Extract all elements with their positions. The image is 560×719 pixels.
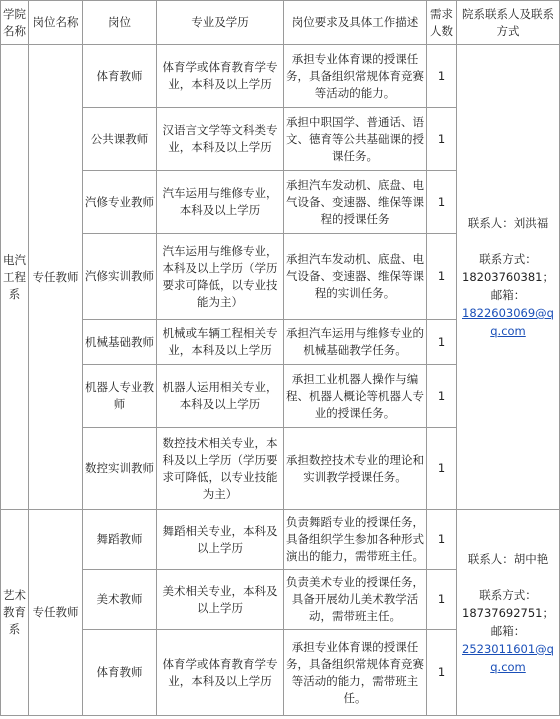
- duty-cell: 负责美术专业的授课任务，具备开展幼儿美术教学活动，需带班主任。: [284, 570, 427, 630]
- contact-person: 联系人：刘洪福: [467, 216, 549, 230]
- major-cell: 机械或车辆工程相关专业，本科及以上学历: [157, 320, 284, 365]
- major-cell: 舞蹈相关专业，本科及以上学历: [157, 510, 284, 570]
- duty-cell: 承担专业体育课的授课任务，具备组织常规体育竞赛等活动的能力，需带班主任。: [284, 630, 427, 716]
- major-cell: 汽车运用与维修专业，本科及以上学历（学历要求可降低，以专业技能为主）: [157, 234, 284, 320]
- header-row: [1, 1, 560, 45]
- duty-cell: 承担专业体育课的授课任务，具备组织常规体育竞赛等活动的能力。: [284, 45, 427, 108]
- contact-email-link[interactable]: 2523011601@qq.com: [462, 641, 554, 674]
- count-cell: 1: [427, 234, 457, 320]
- duty-cell: 承担汽车发动机、底盘、电气设备、变速器、维保等课程的授课任务: [284, 171, 427, 234]
- major-cell: 体育学或体育教育学专业，本科及以上学历: [157, 630, 284, 716]
- post-name-cell: 专任教师: [29, 510, 83, 716]
- contact-person: 联系人：胡中艳: [467, 551, 549, 566]
- count-cell: 1: [427, 365, 457, 428]
- header-duty: 岗位要求及具体工作描述: [284, 1, 427, 45]
- contact-email-link[interactable]: 1822603069@qq.com: [462, 306, 554, 338]
- post-cell: 体育教师: [83, 45, 157, 108]
- duty-cell: 承担汽车发动机、底盘、电气设备、变速器、维保等课程的实训任务。: [284, 234, 427, 320]
- header-major: 专业及学历: [157, 1, 284, 45]
- college-cell: 电汽工程系: [1, 45, 29, 510]
- contact-phone: 18203760381；: [462, 270, 554, 284]
- header-contact: 院系联系人及联系方式: [457, 1, 560, 45]
- major-cell: 美术相关专业，本科及以上学历: [157, 570, 284, 630]
- contact-email-label: 邮箱：: [490, 288, 526, 302]
- post-cell: 汽修专业教师: [83, 171, 157, 234]
- post-cell: 美术教师: [83, 570, 157, 630]
- table-row: [1, 45, 560, 108]
- post-cell: 汽修实训教师: [83, 234, 157, 320]
- count-cell: 1: [427, 171, 457, 234]
- post-cell: 舞蹈教师: [83, 510, 157, 570]
- duty-cell: 承担数控技术专业的理论和实训教学授课任务。: [284, 428, 427, 510]
- count-cell: 1: [427, 510, 457, 570]
- contact-cell: [457, 510, 560, 716]
- duty-cell: 承担中职国学、普通话、语文、德育等公共基础课的授课任务。: [284, 108, 427, 171]
- count-cell: 1: [427, 630, 457, 716]
- duty-cell: 承担汽车运用与维修专业的机械基础教学任务。: [284, 320, 427, 365]
- count-cell: 1: [427, 45, 457, 108]
- count-cell: 1: [427, 108, 457, 171]
- post-cell: 机器人专业教师: [83, 365, 157, 428]
- major-cell: 数控技术相关专业，本科及以上学历（学历要求可降低，以专业技能为主）: [157, 428, 284, 510]
- contact-cell: [457, 45, 560, 510]
- header-post: 岗位: [83, 1, 157, 45]
- major-cell: 机器人运用相关专业，本科及以上学历: [157, 365, 284, 428]
- count-cell: 1: [427, 570, 457, 630]
- header-post-name: 岗位名称: [29, 1, 83, 45]
- contact-phone-label: 联系方式：: [479, 252, 537, 266]
- post-cell: 公共课教师: [83, 108, 157, 171]
- count-cell: 1: [427, 428, 457, 510]
- major-cell: 汽车运用与维修专业，本科及以上学历: [157, 171, 284, 234]
- count-cell: 1: [427, 320, 457, 365]
- contact-phone: 18737692751；: [462, 605, 554, 620]
- post-name-cell: 专任教师: [29, 45, 83, 510]
- table-row: [1, 510, 560, 570]
- post-cell: 数控实训教师: [83, 428, 157, 510]
- duty-cell: 负责舞蹈专业的授课任务，具备组织学生参加各种形式演出的能力，需带班主任。: [284, 510, 427, 570]
- major-cell: 体育学或体育教育学专业，本科及以上学历: [157, 45, 284, 108]
- college-cell: 艺术教育系: [1, 510, 29, 716]
- major-cell: 汉语言文学等文科类专业，本科及以上学历: [157, 108, 284, 171]
- contact-phone-label: 联系方式：: [479, 587, 537, 602]
- header-college: 学院名称: [1, 1, 29, 45]
- post-cell: 机械基础教师: [83, 320, 157, 365]
- duty-cell: 承担工业机器人操作与编程、机器人概论等机器人专业的授课任务。: [284, 365, 427, 428]
- post-cell: 体育教师: [83, 630, 157, 716]
- header-count: 需求人数: [427, 1, 457, 45]
- contact-email-label: 邮箱：: [490, 623, 526, 638]
